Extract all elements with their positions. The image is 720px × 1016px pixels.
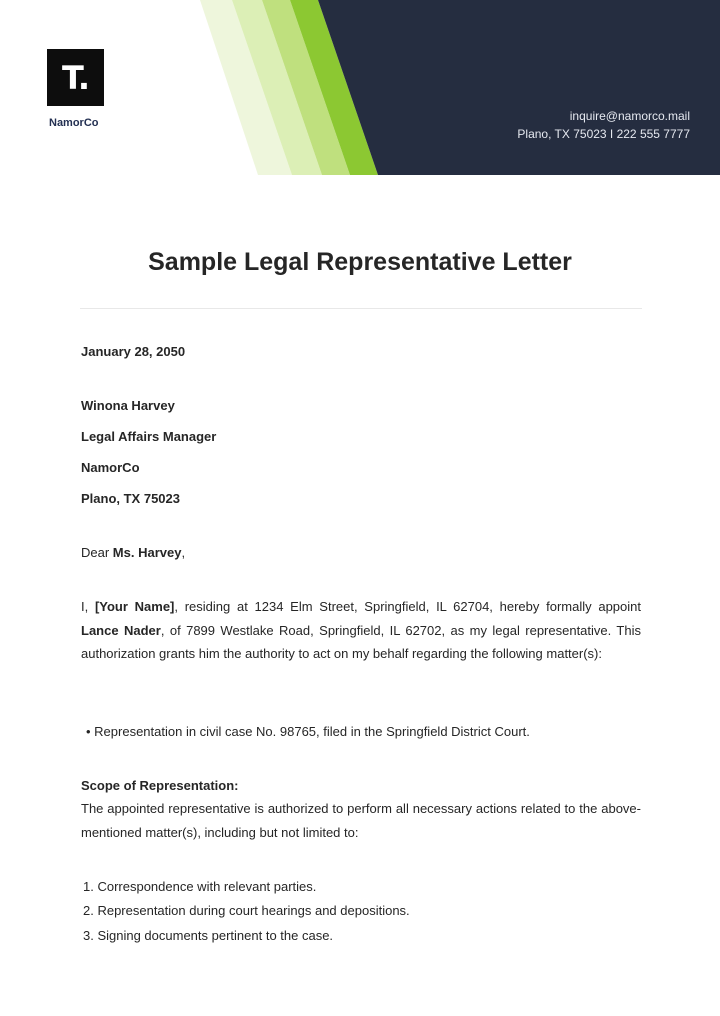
- appointment-paragraph: [81, 595, 641, 666]
- letterhead: [0, 0, 720, 175]
- recipient-name: Winona Harvey: [81, 398, 175, 413]
- divider: [80, 308, 642, 309]
- company-logo: [47, 49, 104, 106]
- page-title: Sample Legal Representative Letter: [148, 248, 572, 276]
- letter-date: January 28, 2050: [81, 344, 186, 359]
- navy-band: [318, 0, 720, 175]
- para-text-1: I,: [81, 599, 95, 614]
- salutation: [81, 545, 185, 560]
- salutation-prefix: Dear: [81, 545, 113, 560]
- contact-email: inquire@namorco.mail: [569, 109, 690, 123]
- contact-address-phone: Plano, TX 75023 I 222 555 7777: [517, 127, 690, 141]
- salutation-suffix: ,: [181, 545, 186, 560]
- representative-name: Lance Nader: [81, 622, 161, 638]
- para-text-3: , of 7899 Westlake Road, Springfield, IL 62702, as my legal representative. This authorization grants him the authority to act on my behalf regarding the following matter(s):: [81, 622, 641, 661]
- your-name-placeholder: [Your Name]: [94, 599, 175, 614]
- contact-info: [517, 107, 690, 143]
- matter-text: Representation in civil case No. 98765, filed in the Springfield District Court.: [94, 724, 530, 739]
- letterhead-decoration: [0, 0, 720, 175]
- para-text-2: , residing at 1234 Elm Street, Springfield, IL 62704, hereby formally appoint: [174, 599, 641, 614]
- scope-paragraph: The appointed representative is authorized to perform all necessary actions related to the above-mentioned matter(s), including but not limited to:: [81, 801, 641, 840]
- company-name: NamorCo: [49, 117, 99, 129]
- scope-item-3: 3. Signing documents pertinent to the case.: [83, 928, 334, 943]
- logo-letter: T.: [61, 58, 90, 97]
- scope-item-1: 1. Correspondence with relevant parties.: [83, 879, 317, 894]
- recipient-company: NamorCo: [81, 460, 140, 475]
- recipient-position: Legal Affairs Manager: [81, 429, 217, 444]
- salutation-name: Ms. Harvey: [112, 545, 182, 560]
- scope-item-2: 2. Representation during court hearings and depositions.: [83, 903, 410, 918]
- recipient-city: Plano, TX 75023: [81, 491, 180, 506]
- matter-list-item: • Representation in civil case No. 98765, filed in the Springfield District Court.: [86, 724, 530, 739]
- scope-heading: Scope of Representation:: [81, 778, 239, 793]
